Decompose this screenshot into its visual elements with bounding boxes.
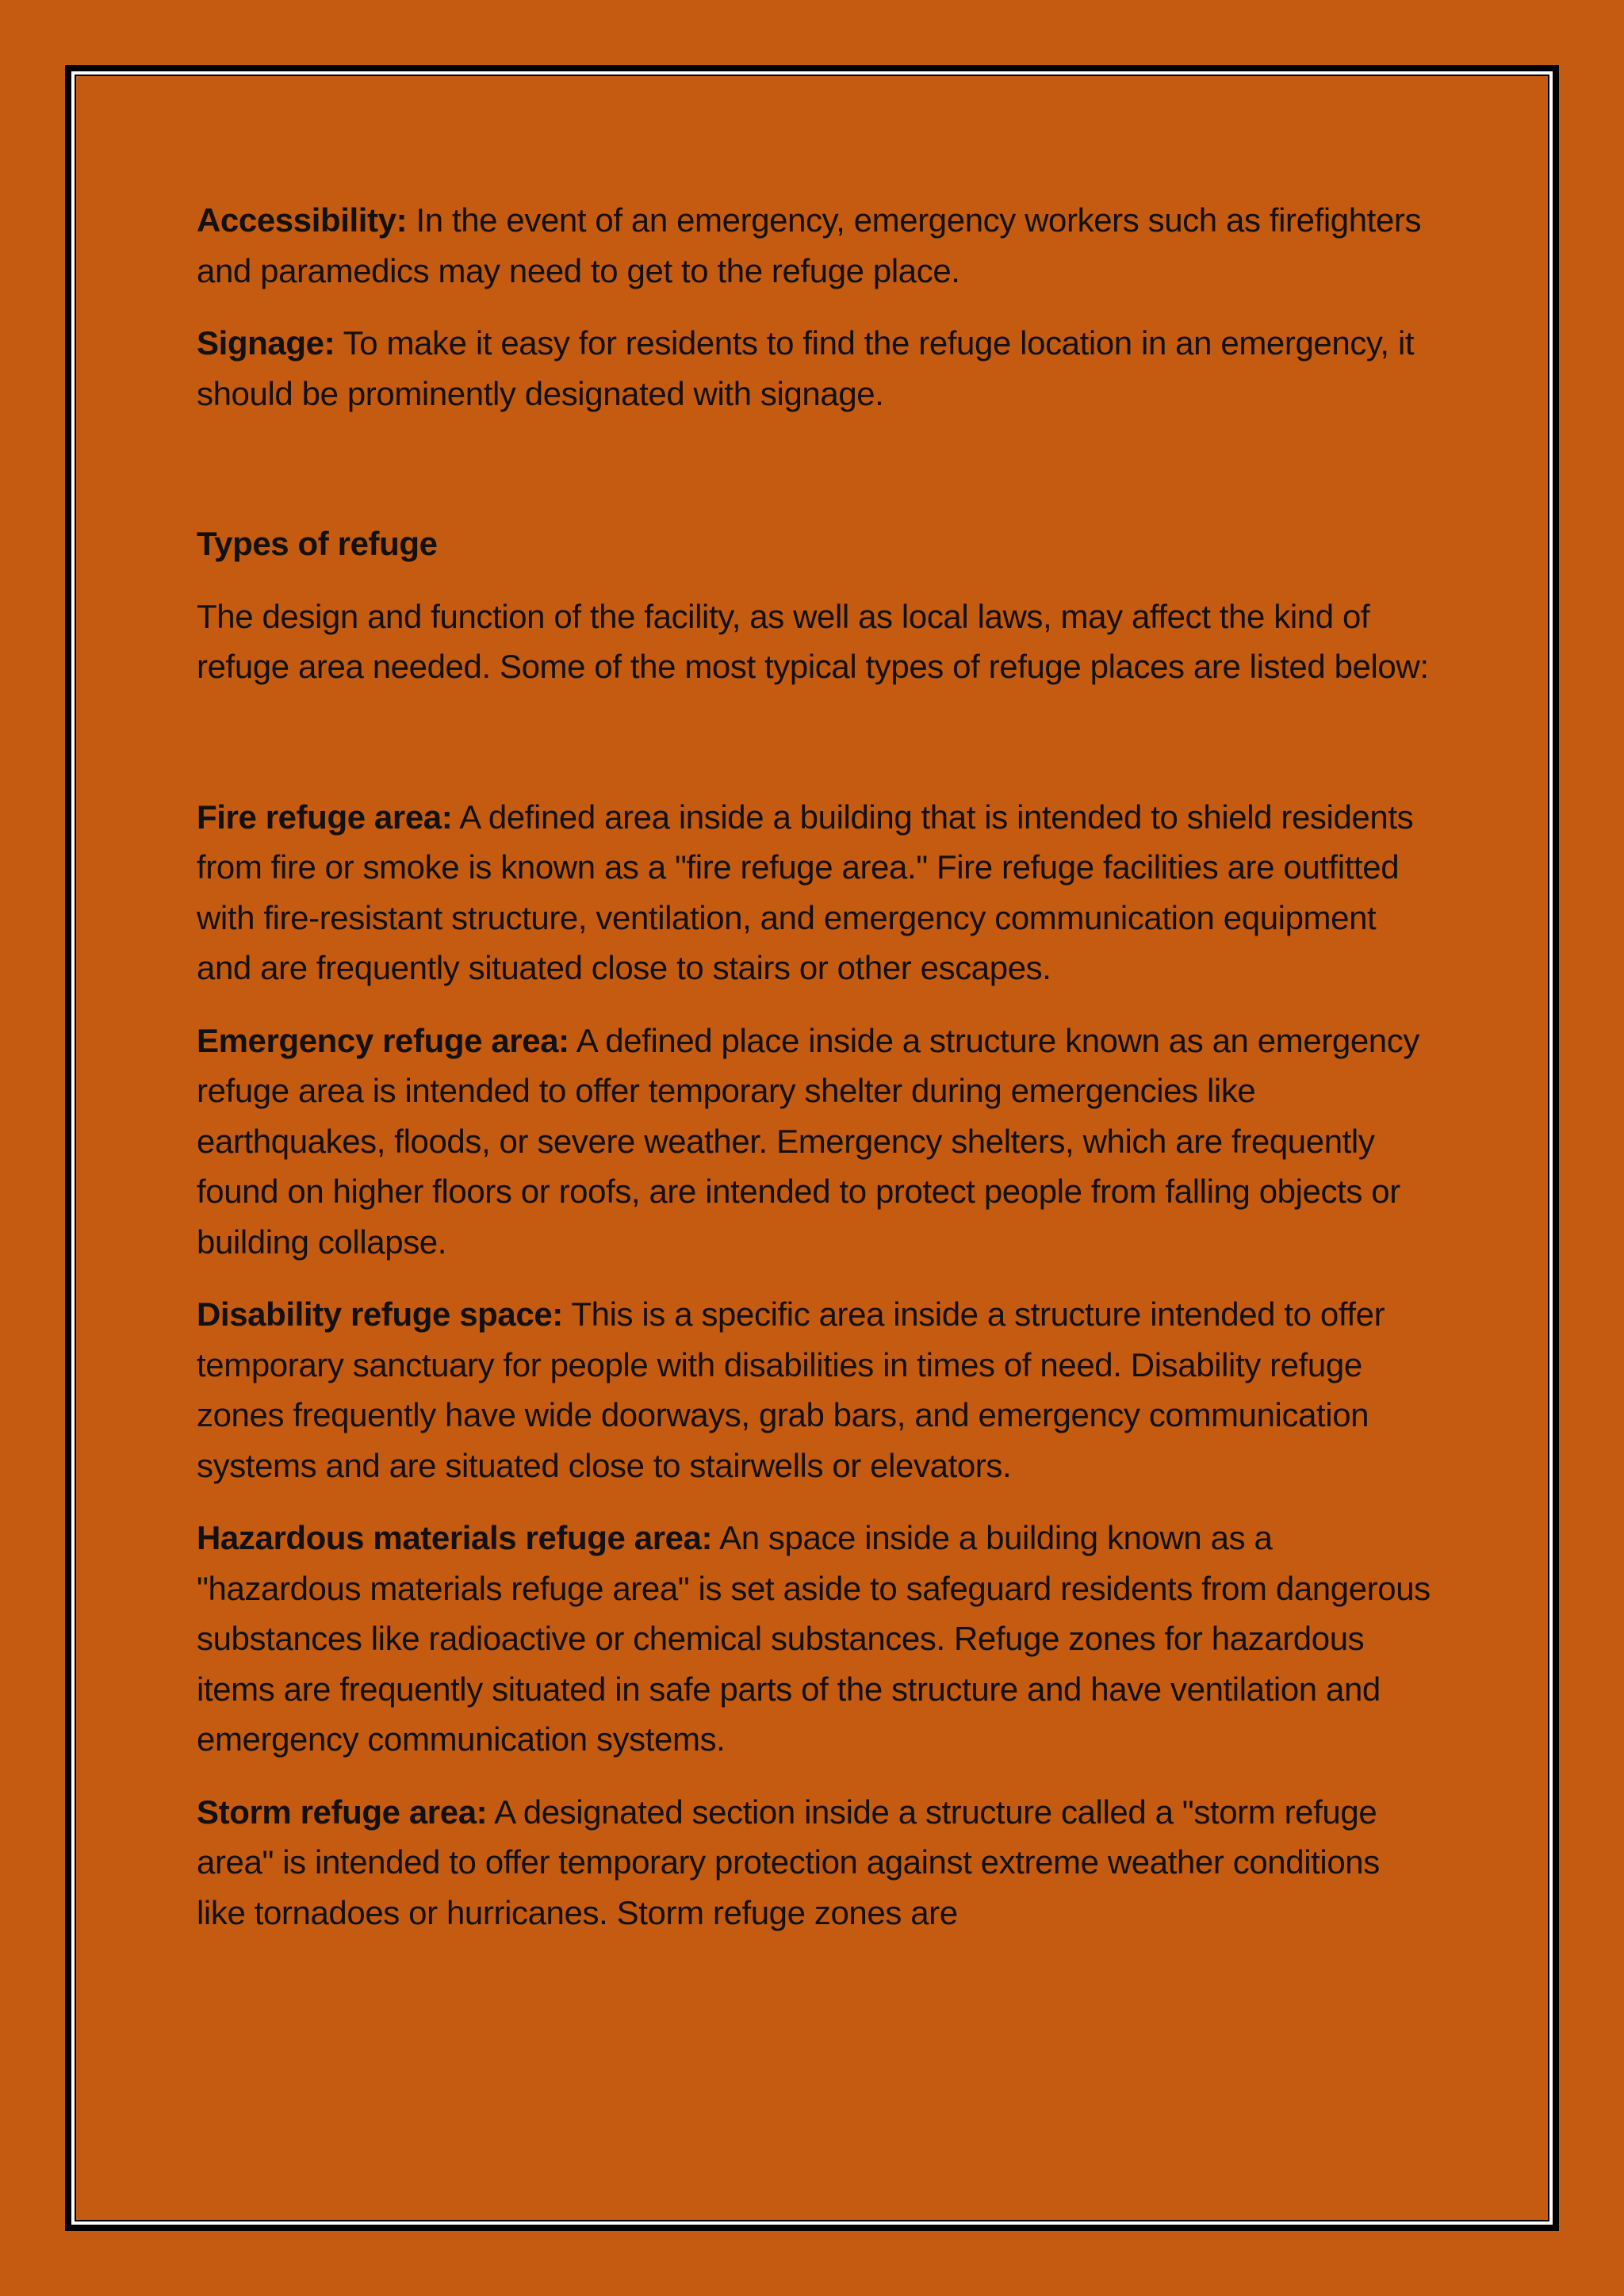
accessibility-term: Accessibility: — [197, 201, 408, 239]
fire-refuge-text: A defined area inside a building that is intended to shield residents from fire or smoke is known as a "fire refuge area." Fire refuge facilities are outfitted with fire-resistant structure, ventilation, and emergency communication equipment and are frequently situated close to stairs or other escapes. — [197, 798, 1414, 986]
emergency-refuge-term: Emergency refuge area: — [197, 1021, 569, 1059]
fire-refuge-term: Fire refuge area: — [197, 798, 453, 836]
section-spacer — [197, 441, 1434, 519]
hazardous-refuge-paragraph — [197, 1513, 1434, 1765]
document-body — [197, 195, 1434, 1960]
section-intro: The design and function of the facility, as well as local laws, may affect the kind of refuge area needed. Some of the most typical types of refuge places are listed below: — [197, 597, 1429, 685]
storm-refuge-term: Storm refuge area: — [197, 1793, 488, 1831]
hazardous-refuge-term: Hazardous materials refuge area: — [197, 1519, 713, 1556]
signage-term: Signage: — [197, 324, 335, 362]
disability-refuge-term: Disability refuge space: — [197, 1295, 563, 1333]
accessibility-paragraph — [197, 195, 1434, 296]
section-heading: Types of refuge — [197, 525, 438, 562]
disability-refuge-text: This is a specific area inside a structure intended to offer temporary sanctuary for people with disabilities in times of need. Disability refuge zones frequently have wide doorways, grab bars, and emergency communication systems and are situated close to stairwells or elevators. — [197, 1295, 1385, 1484]
fire-refuge-paragraph — [197, 792, 1434, 993]
signage-paragraph — [197, 318, 1434, 419]
disability-refuge-paragraph — [197, 1289, 1434, 1490]
emergency-refuge-paragraph — [197, 1016, 1434, 1268]
storm-refuge-text: A designated section inside a structure called a "storm refuge area" is intended to offer temporary protection against extreme weather conditions like tornadoes or hurricanes. Storm refuge zones are — [197, 1793, 1380, 1931]
storm-refuge-paragraph — [197, 1787, 1434, 1938]
accessibility-text: In the event of an emergency, emergency workers such as firefighters and paramedics may need to get to the refuge place. — [197, 201, 1422, 289]
signage-text: To make it easy for residents to find the refuge location in an emergency, it should be prominently designated with signage. — [197, 324, 1415, 412]
emergency-refuge-text: A defined place inside a structure known as an emergency refuge area is intended to offer temporary shelter during emergencies like earthquakes, floods, or severe weather. Emergency shelters, which are frequently found on higher floors or roofs, are intended to protect people from falling objects or building collapse. — [197, 1021, 1419, 1261]
list-spacer — [197, 714, 1434, 792]
hazardous-refuge-text: An space inside a building known as a "hazardous materials refuge area" is set aside to safeguard residents from dangerous substances like radioactive or chemical substances. Refuge zones for hazardous items are frequently situated in safe parts of the structure and have ventilation and emergency communication systems. — [197, 1519, 1431, 1758]
